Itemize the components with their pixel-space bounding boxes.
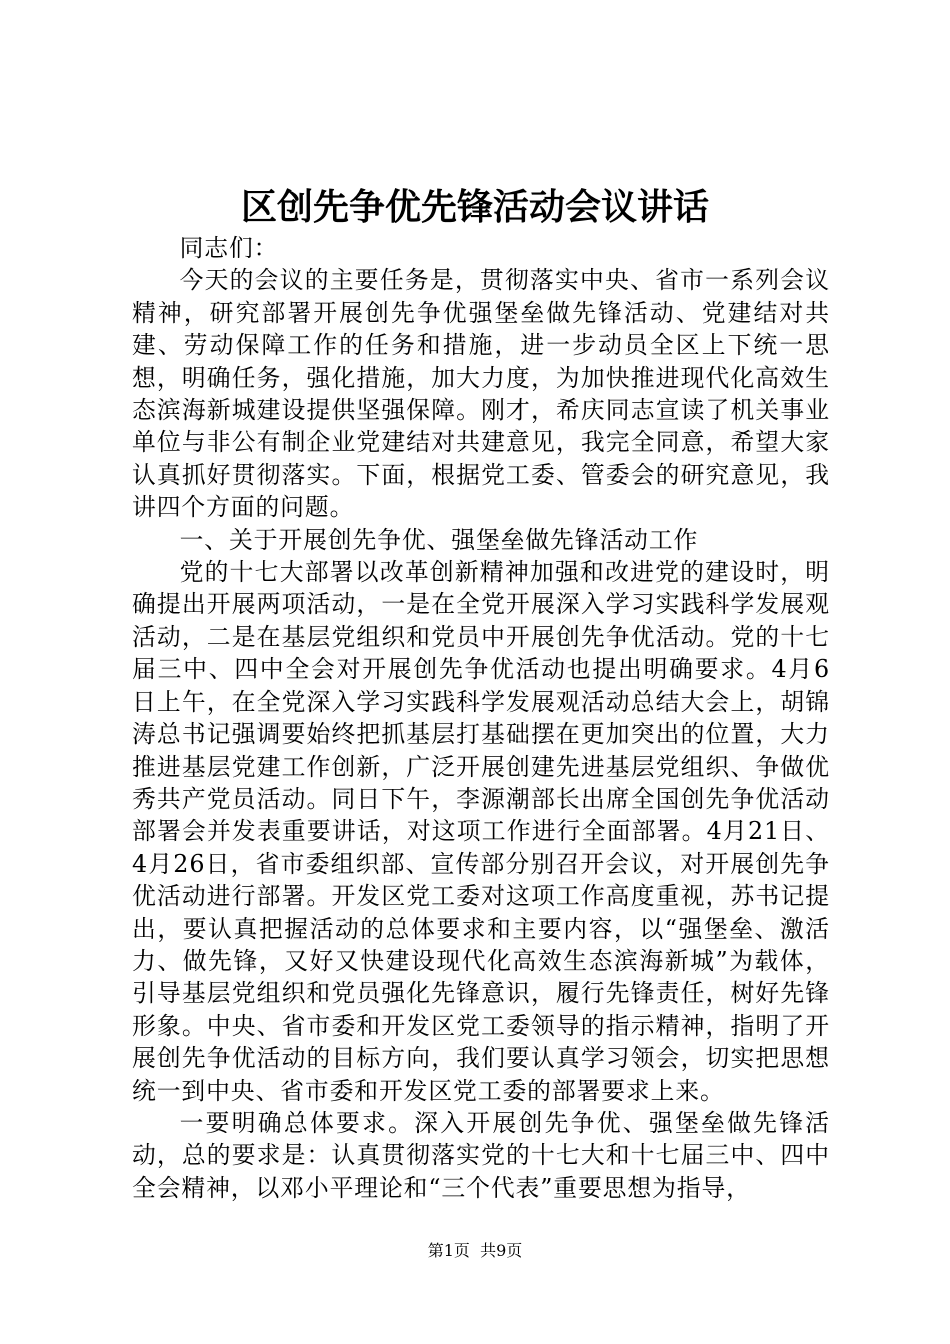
body-paragraph: 一要明确总体要求。深入开展创先争优、强堡垒做先锋活动，总的要求是：认真贯彻落实党的十七大和十七届三中、四中全会精神，以邓小平理论和“三个代表”重要思想为指导，: [132, 1108, 830, 1202]
intro-paragraph: 今天的会议的主要任务是，贯彻落实中央、省市一系列会议精神，研究部署开展创先争优强堡垒做先锋活动、党建结对共建、劳动保障工作的任务和措施，进一步动员全区上下统一思想，明确任务，强化措施，加大力度，为加快推进现代化高效生态滨海新城建设提供坚强保障。刚才，希庆同志宣读了机关事业单位与非公有制企业党建结对共建意见，我完全同意，希望大家认真抓好贯彻落实。下面，根据党工委、管委会的研究意见，我讲四个方面的问题。: [132, 266, 830, 522]
page-number-footer: 第1页 共9页: [427, 1241, 523, 1260]
salutation-paragraph: 同志们：: [179, 234, 279, 262]
document-body: [132, 232, 830, 1204]
document-title: 区创先争优先锋活动会议讲话: [240, 187, 709, 228]
section-heading: 一、关于开展创先争优、强堡垒做先锋活动工作: [179, 525, 699, 554]
body-paragraph: 党的十七大部署以改革创新精神加强和改进党的建设时，明确提出开展两项活动，一是在全党开展深入学习实践科学发展观活动，二是在基层党组织和党员中开展创先争优活动。党的十七届三中、四中全会对开展创先争优活动也提出明确要求。4月6日上午，在全党深入学习实践科学发展观活动总结大会上，胡锦涛总书记强调要始终把抓基层打基础摆在更加突出的位置，大力推进基层党建工作创新，广泛开展创建先进基层党组织、争做优秀共产党员活动。同日下午，李源潮部长出席全国创先争优活动部署会并发表重要讲话，对这项工作进行全面部署。4月21日、4月26日，省市委组织部、宣传部分别召开会议，对开展创先争优活动进行部署。开发区党工委对这项工作高度重视，苏书记提出，要认真把握活动的总体要求和主要内容，以“强堡垒、激活力、做先锋，又好又快建设现代化高效生态滨海新城”为载体，引导基层党组织和党员强化先锋意识，履行先锋责任，树好先锋形象。中央、省市委和开发区党工委领导的指示精神，指明了开展创先争优活动的目标方向，我们要认真学习领会，切实把思想统一到中央、省市委和开发区党工委的部署要求上来。: [132, 558, 830, 1105]
